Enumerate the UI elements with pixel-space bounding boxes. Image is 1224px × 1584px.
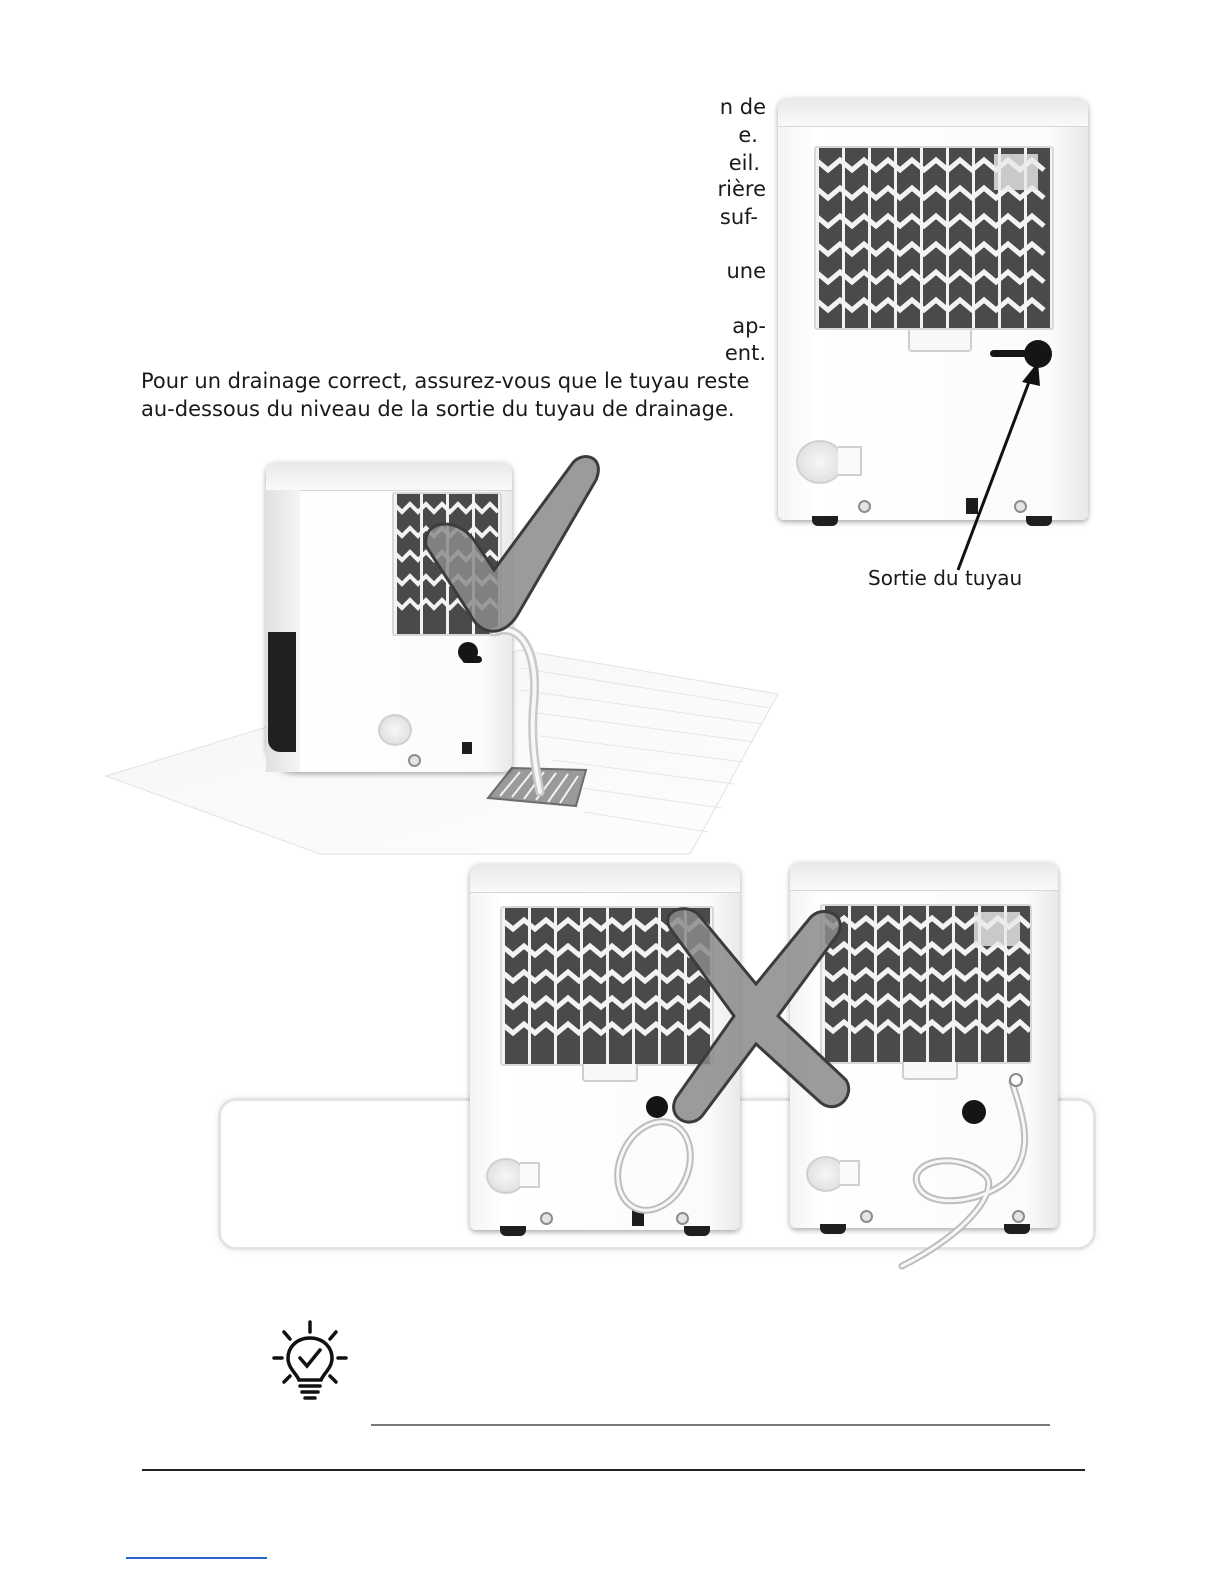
text-fragment: e. [738, 123, 758, 147]
x-mark-icon [660, 904, 856, 1126]
hose-outlet-label: Sortie du tuyau [868, 566, 1023, 590]
page-footer-rule [142, 1469, 1085, 1471]
text-fragment: suf- [719, 205, 758, 229]
tip-divider [371, 1424, 1050, 1426]
lightbulb-check-icon [270, 1320, 350, 1404]
text-fragment: ent. [724, 341, 766, 365]
footer-link-underline[interactable] [126, 1557, 267, 1559]
text-fragment: une [726, 259, 766, 283]
drain-instruction-line-2: au-dessous du niveau de la sortie du tuyau de drainage. [141, 397, 735, 421]
text-fragment: rière [717, 177, 766, 201]
text-fragment: ap- [732, 314, 766, 338]
text-fragment: n de [719, 95, 766, 119]
text-fragment: eil. [728, 151, 760, 175]
drain-instruction-line-1: Pour un drainage correct, assurez-vous que le tuyau reste [141, 369, 750, 393]
